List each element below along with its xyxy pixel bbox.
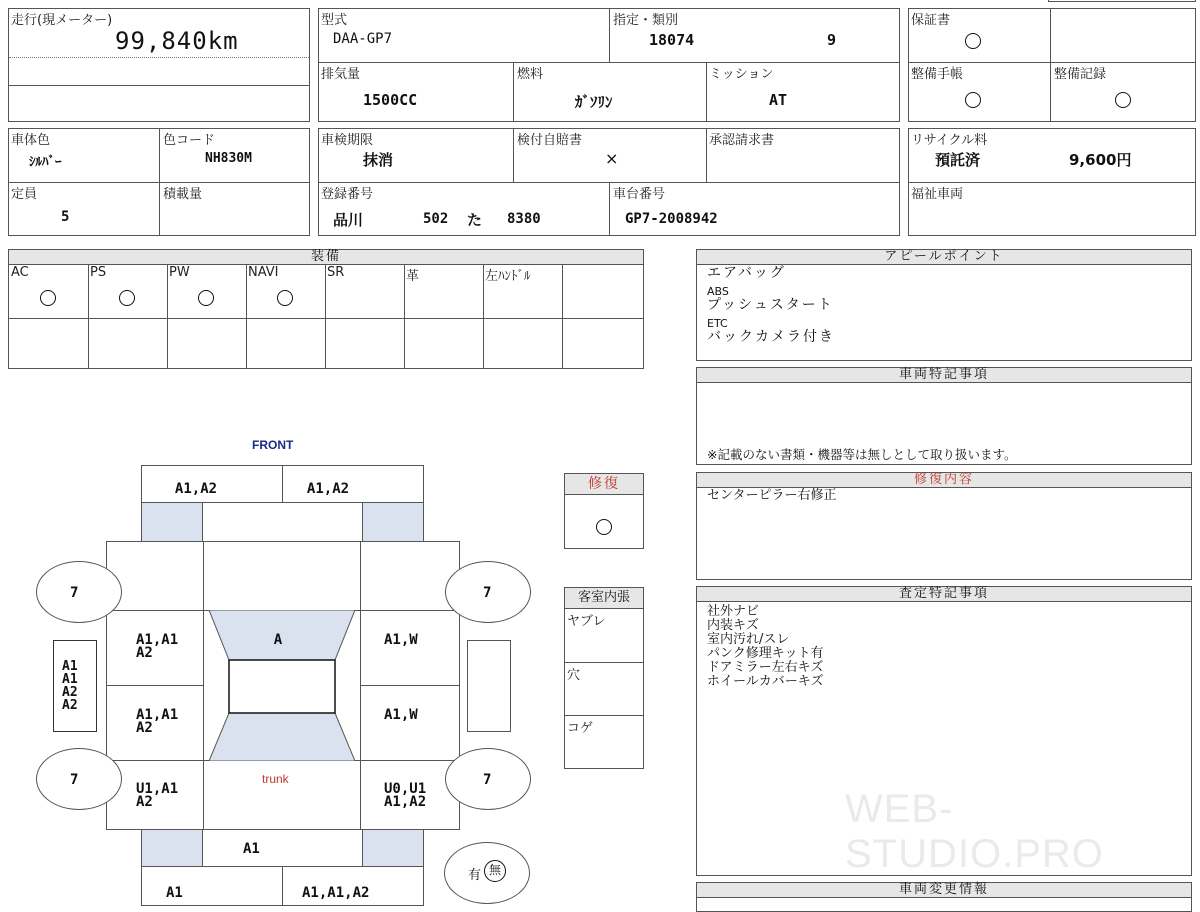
load-label: 積載量 <box>163 187 203 202</box>
front-right-fender-glass <box>362 502 424 542</box>
door-fl-value-2: A2 <box>136 645 153 661</box>
equipment-label: PS <box>90 265 107 280</box>
vehicle-notes-title: 車両特記事項 <box>696 367 1192 383</box>
front-label: FRONT <box>252 438 294 452</box>
insurance-label: 検付自賠書 <box>517 133 583 148</box>
warranty-block <box>908 8 1196 122</box>
equipment-table <box>8 249 644 369</box>
assessment-title: 査定特記事項 <box>696 586 1192 602</box>
tire-rl <box>36 748 122 810</box>
assessment-line: ホイールカバーキズ <box>707 674 824 689</box>
mileage-value: 99,840km <box>115 27 239 55</box>
body-color-value: ｼﾙﾊﾞｰ <box>29 155 62 170</box>
top-stub-1 <box>1048 0 1196 2</box>
change-info-panel <box>696 882 1192 912</box>
body-color-label: 車体色 <box>11 133 51 148</box>
door-fr-value: A1,W <box>384 632 418 648</box>
color-block <box>8 128 310 236</box>
trunk-label: trunk <box>262 772 289 786</box>
quarter-rr-value-1: U0,U1 <box>384 781 427 797</box>
recycle-status: 預託済 <box>935 151 981 169</box>
warranty-label: 保証書 <box>911 13 951 28</box>
equipment-label: PW <box>169 265 190 280</box>
equipment-title: 装備 <box>8 249 644 265</box>
spare-none-label: 無 <box>484 860 506 882</box>
right-fender <box>360 541 460 611</box>
interior-item-tear: ヤブレ <box>567 614 606 629</box>
registration-block <box>318 128 900 236</box>
designation-value-1: 18074 <box>649 31 695 49</box>
registration-label: 登録番号 <box>321 187 374 202</box>
interior-item-hole: 穴 <box>567 668 581 683</box>
tire-rl-value: 7 <box>70 772 79 788</box>
capacity-label: 定員 <box>11 187 38 202</box>
door-fr <box>360 610 460 686</box>
rear-center-panel <box>202 829 363 867</box>
rear-right-glass <box>362 829 424 867</box>
mileage-label: 走行(現メーター) <box>11 13 113 28</box>
repair-title: 修復 <box>564 473 644 495</box>
fuel-label: 燃料 <box>517 67 544 82</box>
rear-bumper-left <box>141 866 283 906</box>
color-code-value: NH830M <box>205 151 252 166</box>
mileage-block <box>8 8 310 122</box>
car-diagram <box>0 430 560 900</box>
recycle-label: リサイクル料 <box>911 133 988 148</box>
repair-details-text: センターピラー右修正 <box>707 488 837 503</box>
side-right-panel <box>467 640 511 732</box>
recycle-amount: 9,600円 <box>1069 151 1132 169</box>
assessment-line: 社外ナビ <box>707 604 760 619</box>
front-left-value: A1,A2 <box>174 481 218 497</box>
tire-rr-value: 7 <box>483 772 492 788</box>
assessment-line: 内装キズ <box>707 618 759 633</box>
appeal-line: ABS <box>707 285 729 298</box>
hood-lower <box>203 541 361 611</box>
chassis-label: 車台番号 <box>613 187 666 202</box>
door-rl-value-2: A2 <box>136 720 153 736</box>
hood-panel <box>202 502 363 542</box>
equipment-circle-icon <box>40 290 56 306</box>
fuel-value: ｶﾞｿﾘﾝ <box>575 93 613 111</box>
capacity-value: 5 <box>61 209 70 225</box>
appeal-line: ETC <box>707 317 728 330</box>
model-label: 型式 <box>321 13 348 28</box>
displacement-label: 排気量 <box>321 67 361 82</box>
interior-box <box>564 587 644 769</box>
registration-kana: た <box>467 211 483 229</box>
chassis-value: GP7-2008942 <box>625 211 718 227</box>
roof-value: A <box>273 632 283 648</box>
quarter-rr-value-2: A1,A2 <box>384 794 427 810</box>
maintenance-record-label: 整備記録 <box>1054 67 1107 82</box>
side-left-value: A1 <box>62 672 78 687</box>
change-info-title: 車両変更情報 <box>696 882 1192 898</box>
quarter-rl-value-2: A2 <box>136 794 153 810</box>
trunk-panel <box>203 760 361 830</box>
tire-fl <box>36 561 122 623</box>
door-rr <box>360 685 460 761</box>
mission-label: ミッション <box>709 67 774 82</box>
assessment-panel <box>696 586 1192 876</box>
appeal-line: エアバッグ <box>707 265 786 281</box>
spec-block <box>318 8 900 122</box>
watermark: WEB-STUDIO.PRO <box>845 787 1104 876</box>
displacement-value: 1500CC <box>363 91 418 109</box>
appeal-line: バックカメラ付き <box>707 329 835 345</box>
registration-number: 8380 <box>507 211 541 227</box>
designation-value-2: 9 <box>827 31 837 49</box>
welfare-label: 福祉車両 <box>911 187 964 202</box>
maintenance-record-circle-icon <box>1115 92 1131 108</box>
door-rr-value: A1,W <box>384 707 418 723</box>
interior-item-burn: コゲ <box>567 721 594 736</box>
inspection-value: 抹消 <box>363 151 394 169</box>
equipment-label: NAVI <box>248 265 279 280</box>
side-left-value: A1 <box>62 659 78 674</box>
repair-details-title: 修復内容 <box>696 472 1192 488</box>
equipment-label: AC <box>11 265 29 280</box>
registration-class: 502 <box>423 211 449 227</box>
side-left-value: A2 <box>62 698 78 713</box>
rear-right-value: A1,A1,A2 <box>302 885 370 901</box>
equipment-circle-icon <box>277 290 293 306</box>
appeal-panel <box>696 249 1192 361</box>
door-rl <box>106 685 204 761</box>
insurance-value: × <box>605 149 619 168</box>
color-code-label: 色コード <box>163 133 216 148</box>
front-left-fender-glass <box>141 502 203 542</box>
repair-details-panel <box>696 472 1192 580</box>
approval-label: 承認請求書 <box>709 133 775 148</box>
front-right-value: A1,A2 <box>306 481 350 497</box>
door-rl-value-1: A1,A1 <box>136 707 179 723</box>
rear-center-value: A1 <box>243 841 260 857</box>
interior-title: 客室内張 <box>564 587 644 609</box>
rear-left-value: A1 <box>166 885 183 901</box>
mission-value: AT <box>769 91 788 109</box>
equipment-label: 左ﾊﾝﾄﾞﾙ <box>485 269 531 284</box>
spare-has-label: 有 <box>468 868 482 883</box>
equipment-circle-icon <box>119 290 135 306</box>
designation-label: 指定・類別 <box>613 13 679 28</box>
assessment-line: パンク修理キット有 <box>707 646 824 661</box>
left-fender <box>106 541 204 611</box>
recycle-block <box>908 128 1196 236</box>
equipment-label: SR <box>327 265 345 280</box>
repair-circle-icon <box>596 519 612 535</box>
equipment-circle-icon <box>198 290 214 306</box>
door-fl-value-1: A1,A1 <box>136 632 179 648</box>
warranty-circle-icon <box>965 33 981 49</box>
tire-fl-value: 7 <box>70 585 79 601</box>
maintenance-book-label: 整備手帳 <box>911 67 964 82</box>
door-fl <box>106 610 204 686</box>
vehicle-notes-note: ※記載のない書類・機器等は無しとして取り扱います。 <box>707 447 1017 462</box>
vehicle-notes-panel <box>696 367 1192 465</box>
model-value: DAA-GP7 <box>333 31 393 47</box>
registration-area: 品川 <box>333 211 364 229</box>
quarter-rl-value-1: U1,A1 <box>136 781 179 797</box>
side-left-value: A2 <box>62 685 78 700</box>
assessment-line: ドアミラー左右キズ <box>707 660 824 675</box>
repair-box <box>564 473 644 549</box>
assessment-line: 室内汚れ/スレ <box>707 632 790 647</box>
maintenance-book-circle-icon <box>965 92 981 108</box>
appeal-title: アピールポイント <box>696 249 1192 265</box>
rear-left-glass <box>141 829 203 867</box>
equipment-label: 革 <box>406 269 420 284</box>
appeal-line: プッシュスタート <box>707 297 834 313</box>
inspection-label: 車検期限 <box>321 133 374 148</box>
tire-fr-value: 7 <box>483 585 492 601</box>
